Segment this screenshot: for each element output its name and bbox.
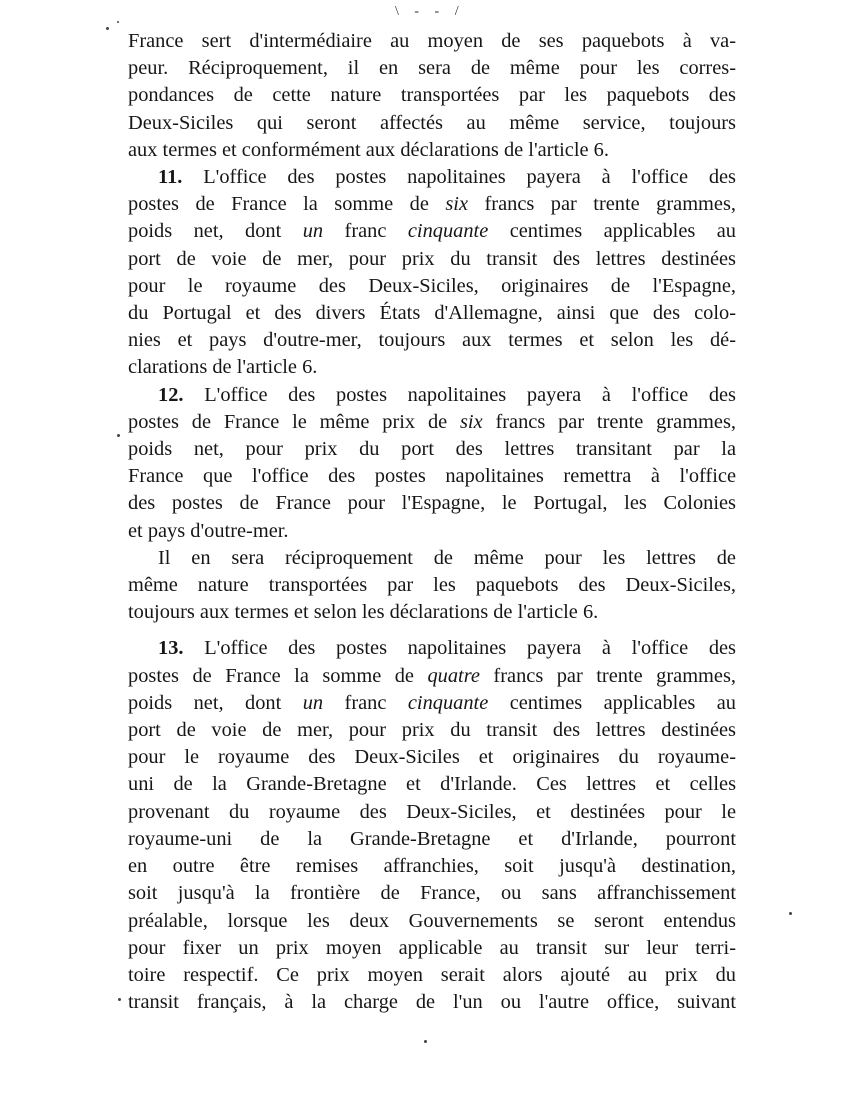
article-12-line: France que l'office des postes napolitaines remettra à l'office: [128, 465, 736, 488]
article-12-italic: six: [460, 410, 483, 433]
article-13-line: pour fixer un prix moyen applicable au transit sur leur terri-: [128, 936, 736, 959]
article-13-line: toire respectif. Ce prix moyen serait alors ajouté au prix du: [128, 963, 736, 986]
scan-speck: [118, 998, 121, 1001]
article-11-text: centimes applicables au: [488, 220, 736, 243]
article-11-line: nies et pays d'outre-mer, toujours aux termes et selon les dé-: [128, 329, 736, 352]
article-11-line: [128, 164, 736, 191]
article-13-line: [128, 635, 736, 662]
article-13-text: postes de France la somme de: [128, 664, 428, 687]
article-13-italic: un: [302, 691, 324, 714]
article-13-line: port de voie de mer, pour prix du transit des lettres destinées: [128, 719, 736, 742]
article-11-italic: cinquante: [407, 220, 489, 243]
article-11-text: postes de France la somme de: [128, 193, 446, 216]
reciprocity-line: même nature transportées par les paquebots des Deux-Siciles,: [128, 574, 736, 597]
article-11-number: 11.: [158, 166, 183, 189]
article-11-line: [128, 191, 736, 218]
article-11-line: du Portugal et des divers États d'Allemagne, ainsi que des colo-: [128, 302, 736, 325]
continuation-line: peur. Réciproquement, il en sera de même pour les corres-: [128, 57, 736, 80]
article-12-line: poids net, pour prix du port des lettres transitant par la: [128, 438, 736, 461]
article-13-italic: quatre: [427, 664, 480, 687]
article-12-line: [128, 409, 736, 436]
article-13-italic: cinquante: [407, 691, 489, 714]
article-13-line: pour le royaume des Deux-Siciles et originaires du royaume-: [128, 746, 736, 769]
article-13-text: centimes applicables au: [488, 691, 736, 714]
article-12-text: postes de France le même prix de: [128, 410, 460, 433]
reciprocity-line: toujours aux termes et selon les déclarations de l'article 6.: [128, 601, 599, 624]
article-13-line: provenant du royaume des Deux-Siciles, et destinées pour le: [128, 800, 736, 823]
article-11-line: [128, 218, 736, 245]
article-13-line: transit français, à la charge de l'un ou l'autre office, suivant: [128, 991, 736, 1014]
article-12-line: et pays d'outre-mer.: [128, 519, 289, 542]
article-13-line: en outre être remises affranchies, soit jusqu'à destination,: [128, 855, 736, 878]
scan-speck: [117, 21, 119, 23]
article-11-text: L'office des postes napolitaines payera à l'office des: [203, 166, 736, 189]
article-11-italic: six: [445, 193, 469, 216]
continuation-line: Deux-Siciles qui seront affectés au même service, toujours: [128, 111, 736, 134]
article-13-text: francs par trente grammes,: [479, 664, 736, 687]
article-11-text: franc: [323, 220, 408, 243]
article-13-line: soit jusqu'à la frontière de France, ou sans affranchissement: [128, 882, 736, 905]
page-header-fragment: \ - - /: [395, 4, 465, 19]
page-body-text: [128, 28, 736, 1016]
article-11-line: pour le royaume des Deux-Siciles, originaires de l'Espagne,: [128, 274, 736, 297]
scan-speck: [117, 434, 120, 437]
scan-speck: [789, 912, 792, 915]
article-13-text: L'office des postes napolitaines payera à l'office des: [204, 637, 736, 660]
article-13-line: [128, 690, 736, 717]
continuation-line: pondances de cette nature transportées par les paquebots des: [128, 84, 736, 107]
article-12-line: [128, 382, 736, 409]
article-13-text: poids net, dont: [128, 691, 303, 714]
article-12-text: L'office des postes napolitaines payera à l'office des: [204, 383, 736, 406]
article-13-text: franc: [323, 691, 408, 714]
continuation-line: France sert d'intermédiaire au moyen de ses paquebots à va-: [128, 30, 736, 52]
scan-speck: [106, 27, 109, 30]
article-12-line: des postes de France pour l'Espagne, le Portugal, les Colonies: [128, 492, 736, 515]
article-11-text: francs par trente grammes,: [468, 193, 737, 216]
article-12-number: 12.: [158, 383, 184, 406]
article-12-text: francs par trente grammes,: [482, 410, 736, 433]
article-13-line: uni de la Grande-Bretagne et d'Irlande. Ces lettres et celles: [128, 773, 736, 796]
scan-speck: [424, 1040, 427, 1043]
article-11-line: clarations de l'article 6.: [128, 356, 318, 379]
article-11-line: port de voie de mer, pour prix du transit des lettres destinées: [128, 247, 736, 270]
article-13-number: 13.: [158, 637, 184, 660]
article-13-line: royaume-uni de la Grande-Bretagne et d'Irlande, pourront: [128, 827, 736, 850]
article-13-line: préalable, lorsque les deux Gouvernements se seront entendus: [128, 909, 736, 932]
article-11-italic: un: [302, 220, 324, 243]
article-11-text: poids net, dont: [128, 220, 303, 243]
continuation-line: aux termes et conformément aux déclarations de l'article 6.: [128, 138, 609, 161]
article-13-line: [128, 663, 736, 690]
reciprocity-line: Il en sera réciproquement de même pour les lettres de: [158, 546, 736, 569]
